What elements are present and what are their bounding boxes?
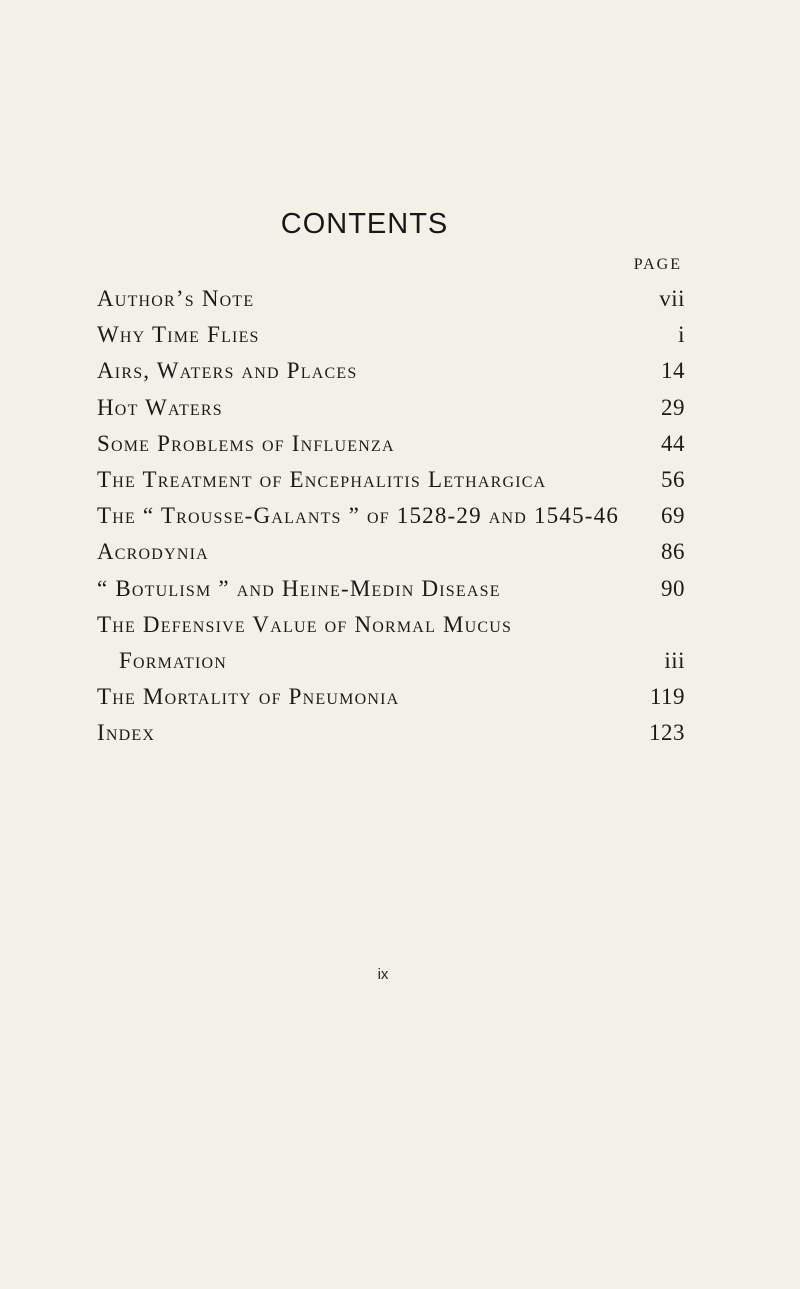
toc-entry	[97, 576, 685, 612]
toc-entry-page: iii	[664, 647, 685, 673]
toc-entry-title: “ Botulism ” and Heine-Medin Disease	[97, 575, 501, 601]
toc-entry-title: Why Time Flies	[97, 322, 260, 348]
toc-entry-page: 29	[661, 394, 685, 420]
toc-entry	[97, 431, 685, 467]
toc-entry-title: The Treatment of Encephalitis Lethargica	[97, 466, 547, 492]
toc-entry-title: Some Problems of Influenza	[97, 430, 395, 456]
toc-entry-page: vii	[659, 286, 685, 311]
toc-entry	[97, 286, 685, 322]
toc-entry-page: 90	[661, 575, 685, 601]
toc-entry-page: 44	[661, 430, 685, 456]
toc-entry-title: Index	[97, 720, 156, 746]
toc-entry-title: Formation	[119, 647, 228, 673]
page-column-heading: PAGE	[633, 256, 682, 273]
toc-entry	[97, 720, 685, 756]
toc-entry-title: The “ Trousse-Galants ” of 1528-29 and 1545-46	[97, 503, 620, 529]
toc-entry	[97, 539, 685, 575]
toc-entry	[97, 684, 685, 720]
toc-entry-page: i	[678, 322, 685, 348]
toc-entry	[97, 395, 685, 431]
toc-entry-page: 69	[661, 503, 685, 529]
toc-entry-title: Airs, Waters and Places	[97, 358, 358, 384]
toc-entry-title: Acrodynia	[97, 539, 209, 565]
toc-entry-page: 56	[661, 466, 685, 492]
toc-entry-page: 123	[649, 720, 685, 746]
toc-entry-title: The Mortality of Pneumonia	[97, 684, 400, 710]
contents-title: CONTENTS	[280, 208, 449, 240]
toc-entry	[97, 612, 685, 648]
toc-entry-page: 119	[649, 684, 685, 710]
toc-entry	[97, 467, 685, 503]
toc-entry	[97, 358, 685, 394]
table-of-contents	[97, 286, 685, 756]
toc-entry-title: Author’s Note	[97, 286, 255, 311]
toc-entry-page: 86	[661, 539, 685, 565]
toc-entry-continuation	[97, 648, 685, 684]
toc-entry	[97, 322, 685, 358]
toc-entry-page: 14	[661, 358, 685, 384]
page-number: ix	[377, 966, 389, 983]
toc-entry	[97, 503, 685, 539]
toc-entry-title: The Defensive Value of Normal Mucus	[97, 611, 513, 637]
toc-entry-title: Hot Waters	[97, 394, 223, 420]
